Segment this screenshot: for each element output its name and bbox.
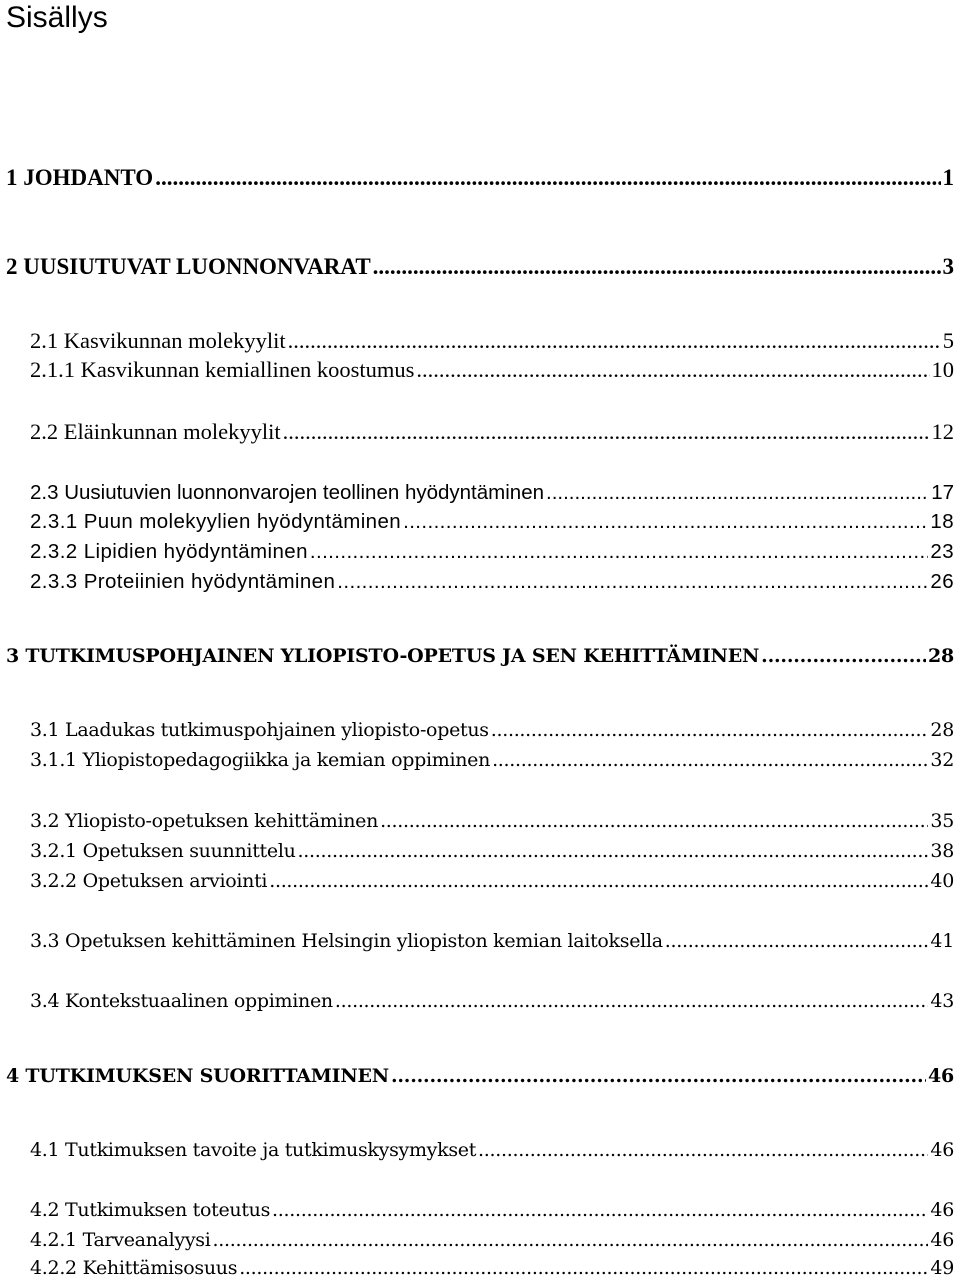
toc-entry-2-3-1[interactable] [30, 507, 954, 537]
toc-entry-label: 2.2 Eläinkunnan molekyylit [30, 419, 281, 444]
toc-entry-4-2[interactable] [30, 1195, 954, 1225]
leader-dots [491, 715, 929, 745]
toc-entry-label: 1 JOHDANTO [6, 165, 154, 190]
leader-dots [403, 507, 928, 537]
toc-entry-label: 3.1 Laadukas tutkimuspohjainen yliopisto-opetus [30, 719, 489, 741]
leader-dots [665, 926, 929, 956]
toc-entry-label: 4 TUTKIMUKSEN SUORITTAMINEN [6, 1065, 389, 1087]
leader-dots [335, 986, 929, 1016]
toc-entry-page: 35 [930, 810, 954, 832]
leader-dots [155, 163, 940, 193]
toc-entry-page: 43 [930, 990, 954, 1012]
toc-entry-page: 5 [942, 328, 954, 353]
toc-entry-3-2-2[interactable] [30, 866, 954, 896]
toc-entry-2-1[interactable] [30, 326, 954, 356]
toc-entry-label: 3.1.1 Yliopistopedagogiikka ja kemian oppiminen [30, 749, 491, 771]
leader-dots [337, 567, 928, 597]
leader-dots [239, 1253, 928, 1283]
toc-entry-page: 28 [927, 645, 954, 667]
leader-dots [391, 1061, 926, 1091]
toc-entry-2-3[interactable] [30, 478, 954, 508]
toc-entry-page: 38 [930, 840, 954, 862]
toc-entry-4[interactable] [6, 1061, 954, 1091]
toc-entry-page: 1 [942, 165, 954, 190]
toc-entry-page: 10 [931, 357, 954, 382]
toc-entry-label: 2.1.1 Kasvikunnan kemiallinen koostumus [30, 357, 415, 382]
toc-entry-page: 17 [931, 481, 954, 504]
toc-entry-label: 3.2 Yliopisto-opetuksen kehittäminen [30, 810, 379, 832]
toc-entry-4-2-2[interactable] [30, 1253, 954, 1283]
toc-entry-label: 4.2.1 Tarveanalyysi [30, 1229, 211, 1251]
toc-entry-label: 3.4 Kontekstuaalinen oppiminen [30, 990, 333, 1012]
toc-entry-label: 3.3 Opetuksen kehittäminen Helsingin yliopiston kemian laitoksella [30, 930, 663, 952]
leader-dots [416, 355, 929, 385]
toc-entry-2-3-2[interactable] [30, 537, 954, 567]
leader-dots [478, 1135, 928, 1165]
leader-dots [380, 806, 928, 836]
toc-entry-2[interactable] [6, 252, 954, 282]
toc-entry-page: 41 [930, 930, 954, 952]
toc-entry-label: 3.2.2 Opetuksen arviointi [30, 870, 268, 892]
leader-dots [213, 1225, 929, 1255]
toc-entry-2-1-1[interactable] [30, 355, 954, 385]
toc-entry-label: 4.2 Tutkimuksen toteutus [30, 1199, 271, 1221]
toc-entry-page: 26 [930, 570, 954, 593]
toc-entry-label: 3.2.1 Opetuksen suunnittelu [30, 840, 296, 862]
toc-entry-label: 2.3.2 Lipidien hyödyntäminen [30, 540, 308, 563]
leader-dots [546, 478, 929, 508]
leader-dots [310, 537, 929, 567]
leader-dots [272, 1195, 928, 1225]
toc-entry-3-4[interactable] [30, 986, 954, 1016]
leader-dots [269, 866, 928, 896]
toc-entry-label: 2.3.1 Puun molekyylien hyödyntäminen [30, 510, 402, 533]
leader-dots [373, 252, 941, 282]
toc-entry-page: 12 [931, 419, 954, 444]
toc-entry-2-3-3[interactable] [30, 567, 954, 597]
leader-dots [288, 326, 941, 356]
toc-entry-page: 49 [930, 1257, 954, 1279]
toc-entry-2-2[interactable] [30, 417, 954, 447]
toc-entry-page: 3 [942, 254, 954, 279]
toc-entry-3-1[interactable] [30, 715, 954, 745]
toc-entry-page: 28 [930, 719, 954, 741]
toc-entry-label: 2.3.3 Proteiinien hyödyntäminen [30, 570, 336, 593]
toc-entry-3-1-1[interactable] [30, 745, 954, 775]
toc-entry-4-2-1[interactable] [30, 1225, 954, 1255]
leader-dots [761, 641, 926, 671]
toc-entry-page: 46 [930, 1229, 954, 1251]
leader-dots [492, 745, 928, 775]
toc-entry-3[interactable] [6, 641, 954, 671]
toc-entry-4-1[interactable] [30, 1135, 954, 1165]
toc-entry-page: 23 [930, 540, 954, 563]
toc-entry-label: 2 UUSIUTUVAT LUONNONVARAT [6, 254, 371, 279]
toc-entry-3-2-1[interactable] [30, 836, 954, 866]
page-title: Sisällys [6, 1, 108, 34]
toc-entry-page: 32 [930, 749, 954, 771]
toc-entry-label: 3 TUTKIMUSPOHJAINEN YLIOPISTO-OPETUS JA SEN KEHITTÄMINEN [6, 645, 760, 667]
leader-dots [283, 417, 930, 447]
toc-entry-3-3[interactable] [30, 926, 954, 956]
toc-entry-label: 4.1 Tutkimuksen tavoite ja tutkimuskysymykset [30, 1139, 477, 1161]
toc-entry-label: 2.1 Kasvikunnan molekyylit [30, 328, 286, 353]
toc-entry-page: 40 [930, 870, 954, 892]
toc-entry-label: 4.2.2 Kehittämisosuus [30, 1257, 238, 1279]
toc-entry-page: 46 [927, 1065, 954, 1087]
toc-entry-page: 46 [930, 1139, 954, 1161]
toc-entry-page: 46 [930, 1199, 954, 1221]
toc-entry-3-2[interactable] [30, 806, 954, 836]
toc-entry-1[interactable] [6, 163, 954, 193]
toc-entry-page: 18 [930, 510, 954, 533]
toc-entry-label: 2.3 Uusiutuvien luonnonvarojen teollinen hyödyntäminen [30, 481, 544, 504]
leader-dots [298, 836, 929, 866]
